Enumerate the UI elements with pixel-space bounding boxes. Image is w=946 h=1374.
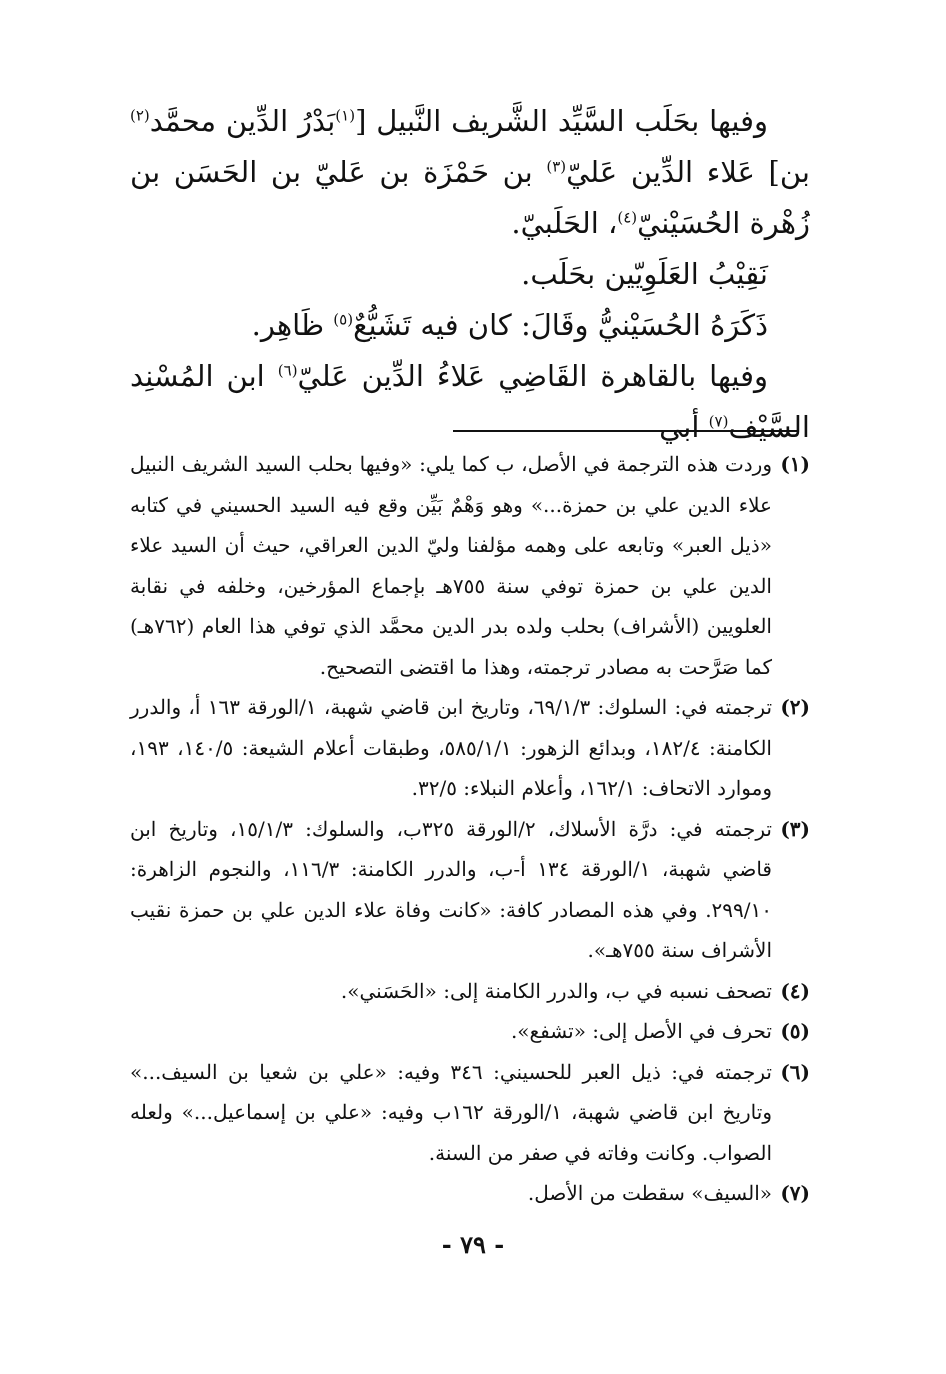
footnote-ref-1: (١) [335,106,356,125]
footnote-number: (١) [780,452,810,476]
footnote-4 [130,971,810,1012]
footnote-ref-6: (٦) [277,361,298,380]
footnote-number: (٤) [780,978,810,1003]
footnote-text: ترجمته في: ذيل العبر للحسيني: ٣٤٦ وفيه: «علي بن شعيا بن السيف...» وتاريخ ابن قاضي شهبة، ١/الورقة ١٦٢ب وفيه: «علي بن إسماعيل...» ولعله الصواب. وكانت وفاته في صفر من السنة. [130,1059,772,1165]
page-number: - ٧٩ - [441,1230,505,1259]
paragraph-1: وفيها بحَلَب السَّيِّد الشَّريف النَّبيل [$^{(١)}$بَدْرُ الدِّين محمَّد$^{(٢)}$ بن] عَلاء الدِّين عَليّ$^{(٣)}$ بن حَمْزَة بن عَليّ بن الحَسَن بن زُهْرة الحُسَيْنيّ$^{(٤)}$، الحَلَبيّ. [130,104,811,240]
footnote-text: «السيف» سقطت من الأصل. [527,1181,772,1205]
footnote-number: (٦) [780,1059,810,1084]
footnote-ref-3: (٣) [546,157,567,176]
footnote-text: ترجمته في: درَّة الأسلاك، ٢/الورقة ٣٢٥ب، والسلوك: ١٥/١/٣، وتاريخ ابن قاضي شهبة، ١/الورقة ١٣٤ أ-ب، والدرر الكامنة: ١١٦/٣، والنجوم الزاهرة: ٢٩٩/١٠. وفي هذه المصادر كافة: «كانت وفاة علاء الدين علي بن حمزة نقيب الأشراف سنة ٧٥٥هـ». [130,816,772,962]
paragraph-4: وفيها بالقاهرة القَاضِي عَلاءُ الدِّين عَليّ$^{(٦)}$ ابن المُسْنِد السَّيْف$^{(٧)}$ أبي [130,359,810,444]
footnote-separator [453,430,799,432]
footnote-ref-4: (٤) [617,208,638,227]
footnote-1 [130,444,810,687]
footnote-5 [130,1011,810,1052]
footnote-6 [130,1052,810,1174]
main-text [130,96,810,453]
footnote-3 [130,809,810,971]
footnote-text: تصحف نسبه في ب، والدرر الكامنة إلى: «الحَسَني». [340,978,772,1003]
footnote-number: (٢) [780,695,810,719]
footnote-number: (٧) [780,1181,810,1205]
footnote-ref-5: (٥) [333,310,354,329]
footnote-text: ترجمته في: السلوك: ٦٩/١/٣، وتاريخ ابن قاضي شهبة، ١/الورقة ١٦٣ أ، والدرر الكامنة: ١٨٢/٤، وبدائع الزهور: ٥٨٥/١/١، وطبقات أعلام الشيعة: ١٤٠/٥، ١٩٣، وموارد الاتحاف: ١٦٢/١، وأعلام النبلاء: ٣٢/٥. [130,695,773,800]
footnote-text: وردت هذه الترجمة في الأصل، ب كما يلي: «وفيها بحلب السيد الشريف النبيل علاء الدين علي بن حمزة...» وهو وَهْمٌ بَيِّن وقع فيه السيد الحسيني في كتابه «ذيل العبر» وتابعه على وهمه مؤلفنا وليّ الدين العراقي، حيث أن السيد علاء الدين علي بن حمزة توفي سنة ٧٥٥هـ بإجماع المؤرخين، وخلفه في نقابة العلويين (الأشراف) بحلب ولده بدر الدين محمَّد الذي توفي هذا العام (٧٦٢هـ) كما صَرَّحت به مصادر ترجمته، وهذا ما اقتضى التصحيح. [130,452,772,679]
footnote-ref-2: (٢) [130,106,150,125]
footnote-7 [130,1173,810,1214]
footnote-2 [130,687,810,809]
footnote-ref-7: (٧) [708,412,729,431]
footnote-number: (٣) [780,816,810,841]
footnote-number: (٥) [780,1019,810,1043]
paragraph-3: ذَكَرَهُ الحُسَيْنيُّ وقَالَ: كان فيه تَشَيُّعٌ$^{(٥)}$ ظَاهِر. [251,308,768,342]
footnotes [130,444,810,1214]
paragraph-2: نَقِيْبُ العَلَوِيّين بحَلَب. [521,257,768,291]
footnote-text: تحرف في الأصل إلى: «تشفع». [510,1019,772,1043]
